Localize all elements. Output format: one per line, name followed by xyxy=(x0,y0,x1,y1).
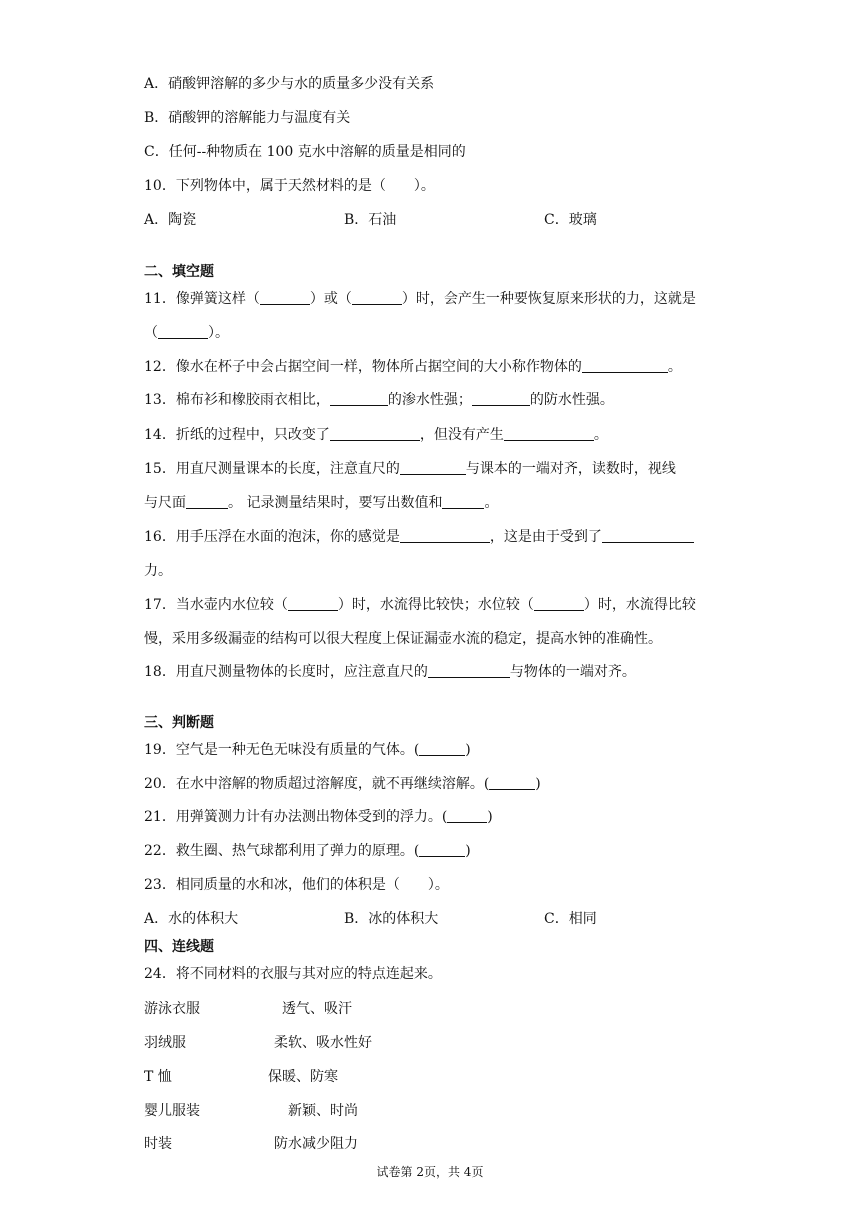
q11-line2: （ ）。 xyxy=(144,325,229,341)
match-left-1: 游泳衣服 xyxy=(144,1001,200,1017)
section-judge-heading: 三、判断题 xyxy=(144,715,214,731)
q16-line2: 力。 xyxy=(144,563,172,579)
q17-line2: 慢，采用多级漏壶的结构可以很大程度上保证漏壶水流的稳定，提高水钟的准确性。 xyxy=(144,631,662,647)
q21: 21．用弹簧测力计有办法测出物体受到的浮力。( ) xyxy=(144,809,493,825)
section-match-heading: 四、连线题 xyxy=(144,939,214,955)
q14: 14．折纸的过程中，只改变了 ，但没有产生 。 xyxy=(144,427,608,443)
q20: 20．在水中溶解的物质超过溶解度，就不再继续溶解。( ) xyxy=(144,776,541,792)
page-footer: 试卷第 2页，共 4页 xyxy=(376,1165,484,1179)
q15-line2: 与尺面 。 记录测量结果时，要写出数值和 。 xyxy=(144,495,499,511)
q15-line1: 15．用直尺测量课本的长度，注意直尺的 与课本的一端对齐，读数时，视线 xyxy=(144,461,676,477)
match-right-5: 防水减少阻力 xyxy=(274,1136,358,1152)
q12: 12．像水在杯子中会占据空间一样，物体所占据空间的大小称作物体的 。 xyxy=(144,359,682,375)
q16-line1: 16．用手压浮在水面的泡沫，你的感觉是 ，这是由于受到了 xyxy=(144,526,694,546)
q23-option-b: B．冰的体积大 xyxy=(344,911,439,927)
q9-option-b: B．硝酸钾的溶解能力与温度有关 xyxy=(144,110,351,126)
q13: 13．棉布衫和橡胶雨衣相比， 的渗水性强； 的防水性强。 xyxy=(144,392,614,408)
match-right-2: 柔软、吸水性好 xyxy=(274,1035,372,1051)
q9-option-a: A．硝酸钾溶解的多少与水的质量多少没有关系 xyxy=(144,76,435,92)
q11-line1: 11．像弹簧这样（ ）或（ ）时，会产生一种要恢复原来形状的力，这就是 xyxy=(144,291,696,307)
section-fill-heading: 二、填空题 xyxy=(144,264,214,280)
q10-option-a: A．陶瓷 xyxy=(144,212,197,228)
q23-stem: 23．相同质量的水和冰，他们的体积是（ ）。 xyxy=(144,877,449,893)
match-right-4: 新颖、时尚 xyxy=(288,1103,358,1119)
match-left-3: T 恤 xyxy=(144,1069,172,1085)
q10-option-c: C．玻璃 xyxy=(544,212,597,228)
q24-stem: 24．将不同材料的衣服与其对应的特点连起来。 xyxy=(144,966,442,982)
q9-option-c: C．任何--种物质在 100 克水中溶解的质量是相同的 xyxy=(144,144,466,160)
q23-option-c: C．相同 xyxy=(544,911,597,927)
q17-line1: 17．当水壶内水位较（ ）时，水流得比较快；水位较（ ）时，水流得比较 xyxy=(144,597,696,613)
q10-option-b: B．石油 xyxy=(344,212,397,228)
q10-stem: 10．下列物体中，属于天然材料的是（ ）。 xyxy=(144,178,435,194)
match-left-2: 羽绒服 xyxy=(144,1035,186,1051)
q23-option-a: A．水的体积大 xyxy=(144,911,239,927)
q22: 22．救生圈、热气球都利用了弹力的原理。( ) xyxy=(144,843,471,859)
match-left-5: 时装 xyxy=(144,1136,172,1152)
match-left-4: 婴儿服装 xyxy=(144,1103,200,1119)
q18: 18．用直尺测量物体的长度时，应注意直尺的 与物体的一端对齐。 xyxy=(144,664,636,680)
match-right-1: 透气、吸汗 xyxy=(282,1001,352,1017)
match-right-3: 保暖、防寒 xyxy=(268,1069,338,1085)
q19: 19．空气是一种无色无味没有质量的气体。( ) xyxy=(144,742,471,758)
